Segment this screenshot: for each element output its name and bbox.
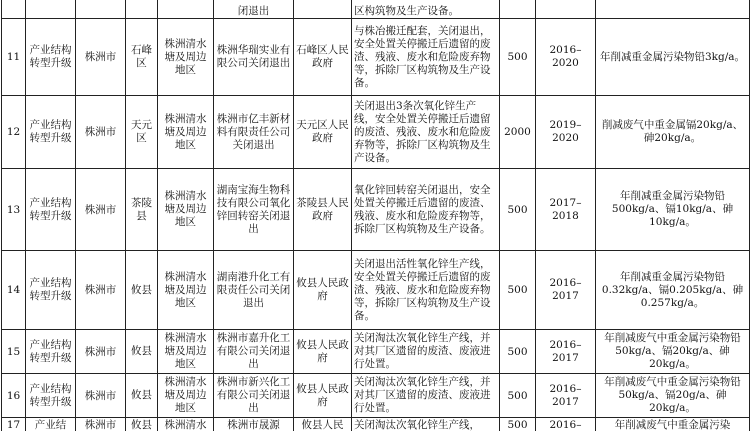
area-cell: 株洲清水 — [158, 418, 214, 431]
cell-empty — [76, 0, 126, 19]
period-cell: 2016–2017 — [536, 251, 596, 330]
project-cell: 株洲市嘉升化工有限公司关闭退出 — [214, 330, 294, 374]
investment-cell: 500 — [500, 251, 536, 330]
investment-cell: 500 — [500, 19, 536, 96]
investment-cell: 500 — [500, 418, 536, 431]
city-cell: 株洲市 — [76, 96, 126, 169]
project-cell: 湖南宝海生物科技有限公司氧化锌回转窑关闭退出 — [214, 169, 294, 251]
city-cell: 株洲市 — [76, 251, 126, 330]
area-cell: 株洲清水塘及周边地区 — [158, 19, 214, 96]
project-cell: 株洲市新兴化工有限公司关闭退出 — [214, 374, 294, 418]
measures-cell: 关闭退出活性氧化锌生产线，安全处置关停搬迁后遗留的废渣、残液、废水和危险废弃物等，拆除厂区构筑物及生产设备。 — [352, 251, 500, 330]
row-number: 11 — [2, 19, 26, 96]
cell-empty — [158, 0, 214, 19]
cell-empty — [2, 0, 26, 19]
measures-cell: 关闭退出3条次氧化锌生产线，安全处置关停搬迁后遗留的废渣、残液、废水和危险废弃物等，拆除厂区构筑物及生产设备。 — [352, 96, 500, 169]
owner-cell: 茶陵县人民政府 — [294, 169, 352, 251]
investment-cell: 500 — [500, 330, 536, 374]
measures-cell: 关闭淘汰次氧化锌生产线，并对其厂区遗留的废渣、废液进行处置。 — [352, 330, 500, 374]
category-cell: 产业结构转型升级 — [26, 251, 76, 330]
target-cell: 年削减废气中重金属污染 — [596, 418, 750, 431]
period-cell: 2017–2018 — [536, 169, 596, 251]
county-cell: 茶陵县 — [126, 169, 158, 251]
county-cell: 天元区 — [126, 96, 158, 169]
period-cell: 2016– — [536, 418, 596, 431]
target-cell: 年削减重金属污染物铅500kg/a、镉10kg/a、砷10kg/a。 — [596, 169, 750, 251]
row-number: 12 — [2, 96, 26, 169]
cell-empty — [596, 0, 750, 19]
table-row-continued — [2, 0, 750, 19]
area-cell: 株洲清水塘及周边地区 — [158, 251, 214, 330]
investment-cell: 500 — [500, 374, 536, 418]
owner-cell: 攸县人民政府 — [294, 374, 352, 418]
period-cell: 2016–2017 — [536, 374, 596, 418]
owner-cell: 攸县人民政府 — [294, 251, 352, 330]
county-cell: 攸县 — [126, 374, 158, 418]
city-cell: 株洲市 — [76, 418, 126, 431]
area-cell: 株洲清水塘及周边地区 — [158, 169, 214, 251]
city-cell: 株洲市 — [76, 169, 126, 251]
area-cell: 株洲清水塘及周边地区 — [158, 374, 214, 418]
category-cell: 产业结构转型升级 — [26, 374, 76, 418]
row-number: 15 — [2, 330, 26, 374]
cell-empty — [500, 0, 536, 19]
measures-cell: 氧化锌回转窑关闭退出，安全处置关停搬迁后遗留的废渣、残液、废水和危险废弃物等，拆除厂区构筑物及生产设备。 — [352, 169, 500, 251]
table-row — [2, 169, 750, 251]
city-cell: 株洲市 — [76, 330, 126, 374]
target-cell: 年削减废气中重金属污染物铅50kg/a、镉20kg/a、砷20kg/a。 — [596, 330, 750, 374]
period-cell: 2019–2020 — [536, 96, 596, 169]
table-row — [2, 374, 750, 418]
owner-cell: 石峰区人民政府 — [294, 19, 352, 96]
category-cell: 产业结 — [26, 418, 76, 431]
period-cell: 2016–2020 — [536, 19, 596, 96]
owner-cell: 攸县人民政府 — [294, 330, 352, 374]
project-cell: 株洲市亿丰新材料有限责任公司关闭退出 — [214, 96, 294, 169]
project-cell: 湖南港升化工有限责任公司关闭退出 — [214, 251, 294, 330]
cell-empty — [26, 0, 76, 19]
target-cell: 年削减重金属污染物铅3kg/a。 — [596, 19, 750, 96]
cell-project-tail: 闭退出 — [214, 0, 294, 19]
table-row — [2, 251, 750, 330]
row-number: 17 — [2, 418, 26, 431]
county-cell: 攸县 — [126, 251, 158, 330]
row-number: 16 — [2, 374, 26, 418]
project-table — [1, 0, 750, 431]
owner-cell: 攸县人民 — [294, 418, 352, 431]
row-number: 13 — [2, 169, 26, 251]
city-cell: 株洲市 — [76, 374, 126, 418]
period-cell: 2016–2017 — [536, 330, 596, 374]
table-row-partial — [2, 418, 750, 431]
target-cell: 削减废气中重金属镉20kg/a、砷20kg/a。 — [596, 96, 750, 169]
investment-cell: 500 — [500, 169, 536, 251]
measures-cell: 关闭淘汰次氧化锌生产线， — [352, 418, 500, 431]
measures-cell: 关闭淘汰次氧化锌生产线，并对其厂区遗留的废渣、废液进行处置。 — [352, 374, 500, 418]
county-cell: 石峰区 — [126, 19, 158, 96]
row-number: 14 — [2, 251, 26, 330]
county-cell: 攸县 — [126, 418, 158, 431]
city-cell: 株洲市 — [76, 19, 126, 96]
cell-empty — [294, 0, 352, 19]
table-row — [2, 330, 750, 374]
cell-empty — [126, 0, 158, 19]
area-cell: 株洲清水塘及周边地区 — [158, 330, 214, 374]
project-cell: 株洲市晟源 — [214, 418, 294, 431]
measures-cell: 与株冶搬迁配套，关闭退出，安全处置关停搬迁后遗留的废渣、残液、废水和危险废弃物等，拆除厂区构筑物及生产设备。 — [352, 19, 500, 96]
table-row — [2, 96, 750, 169]
cell-empty — [536, 0, 596, 19]
target-cell: 年削减废气中重金属污染物铅50kg/a、镉20g/a、砷20kg/a。 — [596, 374, 750, 418]
category-cell: 产业结构转型升级 — [26, 169, 76, 251]
target-cell: 年削减重金属污染物铅0.32kg/a、镉0.205kg/a、砷0.257kg/a。 — [596, 251, 750, 330]
category-cell: 产业结构转型升级 — [26, 96, 76, 169]
investment-cell: 2000 — [500, 96, 536, 169]
table-row — [2, 19, 750, 96]
category-cell: 产业结构转型升级 — [26, 330, 76, 374]
cell-measures-tail: 区构筑物及生产设备。 — [352, 0, 500, 19]
category-cell: 产业结构转型升级 — [26, 19, 76, 96]
project-cell: 株洲华瑞实业有限公司关闭退出 — [214, 19, 294, 96]
area-cell: 株洲清水塘及周边地区 — [158, 96, 214, 169]
county-cell: 攸县 — [126, 330, 158, 374]
owner-cell: 天元区人民政府 — [294, 96, 352, 169]
